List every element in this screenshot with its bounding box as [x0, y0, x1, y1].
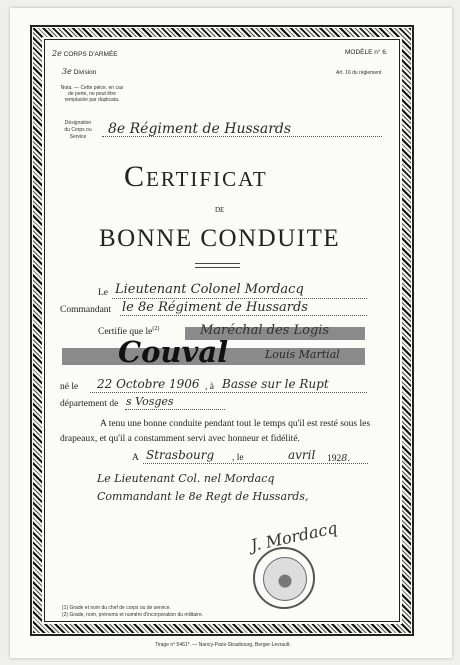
title-de: DE	[215, 206, 225, 214]
stamp-emblem	[263, 557, 307, 601]
commandant-value: le 8e Régiment de Hussards	[122, 300, 308, 315]
birth-line	[90, 392, 367, 393]
signature-place: Strasbourg	[146, 448, 215, 462]
departement-value: s Vosges	[126, 395, 174, 408]
certificate-title: Certificat	[124, 160, 268, 193]
regulation-reference: Art. 16 du règlement	[336, 70, 382, 76]
certificate-subtitle: BONNE CONDUITE	[99, 225, 341, 252]
birth-place-label: , à	[205, 382, 214, 392]
corps-prefix: 2e	[52, 49, 62, 58]
duplicate-note: Nota. — Cette pièce, en cas de perte, ne peut être remplacée par duplicata.	[60, 85, 124, 103]
title-ornament	[195, 263, 240, 268]
commandant-line	[120, 315, 367, 316]
printer-imprint: Tirage n° 5461*. — Nancy-Paris-Strasbourg, Berger-Levrault.	[155, 642, 291, 648]
officer-name: Lieutenant Colonel Mordacq	[115, 282, 304, 297]
birth-date: 22 Octobre 1906	[97, 377, 200, 391]
certifie-label: Certifie que le	[98, 327, 153, 338]
designation-value: 8e Régiment de Hussards	[108, 121, 292, 137]
conduct-statement: A tenu une bonne conduite pendant tout le temps qu'il est resté sous les drapeaux, et qu'il a constamment servi avec honneur et fidélité.	[60, 419, 371, 444]
year-suffix: 8.	[341, 453, 351, 464]
division-line	[62, 67, 96, 76]
footnote-1: (1) Grade et nom du chef de corps ou de service.	[62, 605, 171, 611]
footnote-ref-2: (2)	[152, 326, 160, 332]
division-label: Division	[73, 69, 97, 76]
regiment-stamp	[253, 547, 315, 609]
birth-place: Basse sur le Rupt	[222, 377, 329, 391]
date-le-label: , le	[232, 453, 244, 463]
given-names: Louis Martial	[265, 348, 340, 361]
officer-line	[112, 298, 367, 299]
corps-label: CORPS D'ARMÉE	[63, 51, 118, 58]
surname: Couval	[118, 335, 229, 369]
footnote-2: (2) Grade, nom, prénoms et numéro d'incorporation du militaire.	[62, 612, 204, 618]
departement-line	[125, 409, 225, 410]
date-line	[143, 463, 368, 464]
handwritten-signature: J. Mordacq	[248, 518, 340, 555]
designation-line	[102, 136, 382, 137]
le-label: Le	[98, 288, 109, 298]
a-label: A	[132, 453, 139, 463]
born-label: né le	[60, 382, 79, 392]
model-number: MODÈLE n° 6.	[345, 49, 388, 56]
designation-label: Désignation du Corps ou Service	[64, 120, 92, 140]
departement-label: département de	[60, 399, 119, 409]
commandant-label: Commandant	[60, 305, 112, 315]
signatory-line-1: Le Lieutenant Col. nel Mordacq	[97, 472, 275, 485]
signature-month: avril	[288, 448, 316, 462]
year-prefix: 192	[327, 454, 342, 464]
signatory-line-2: Commandant le 8e Regt de Hussards,	[97, 490, 309, 503]
division-prefix: 3e	[62, 67, 72, 76]
rank-value: Maréchal des Logis	[200, 323, 330, 338]
corps-line	[52, 49, 118, 58]
